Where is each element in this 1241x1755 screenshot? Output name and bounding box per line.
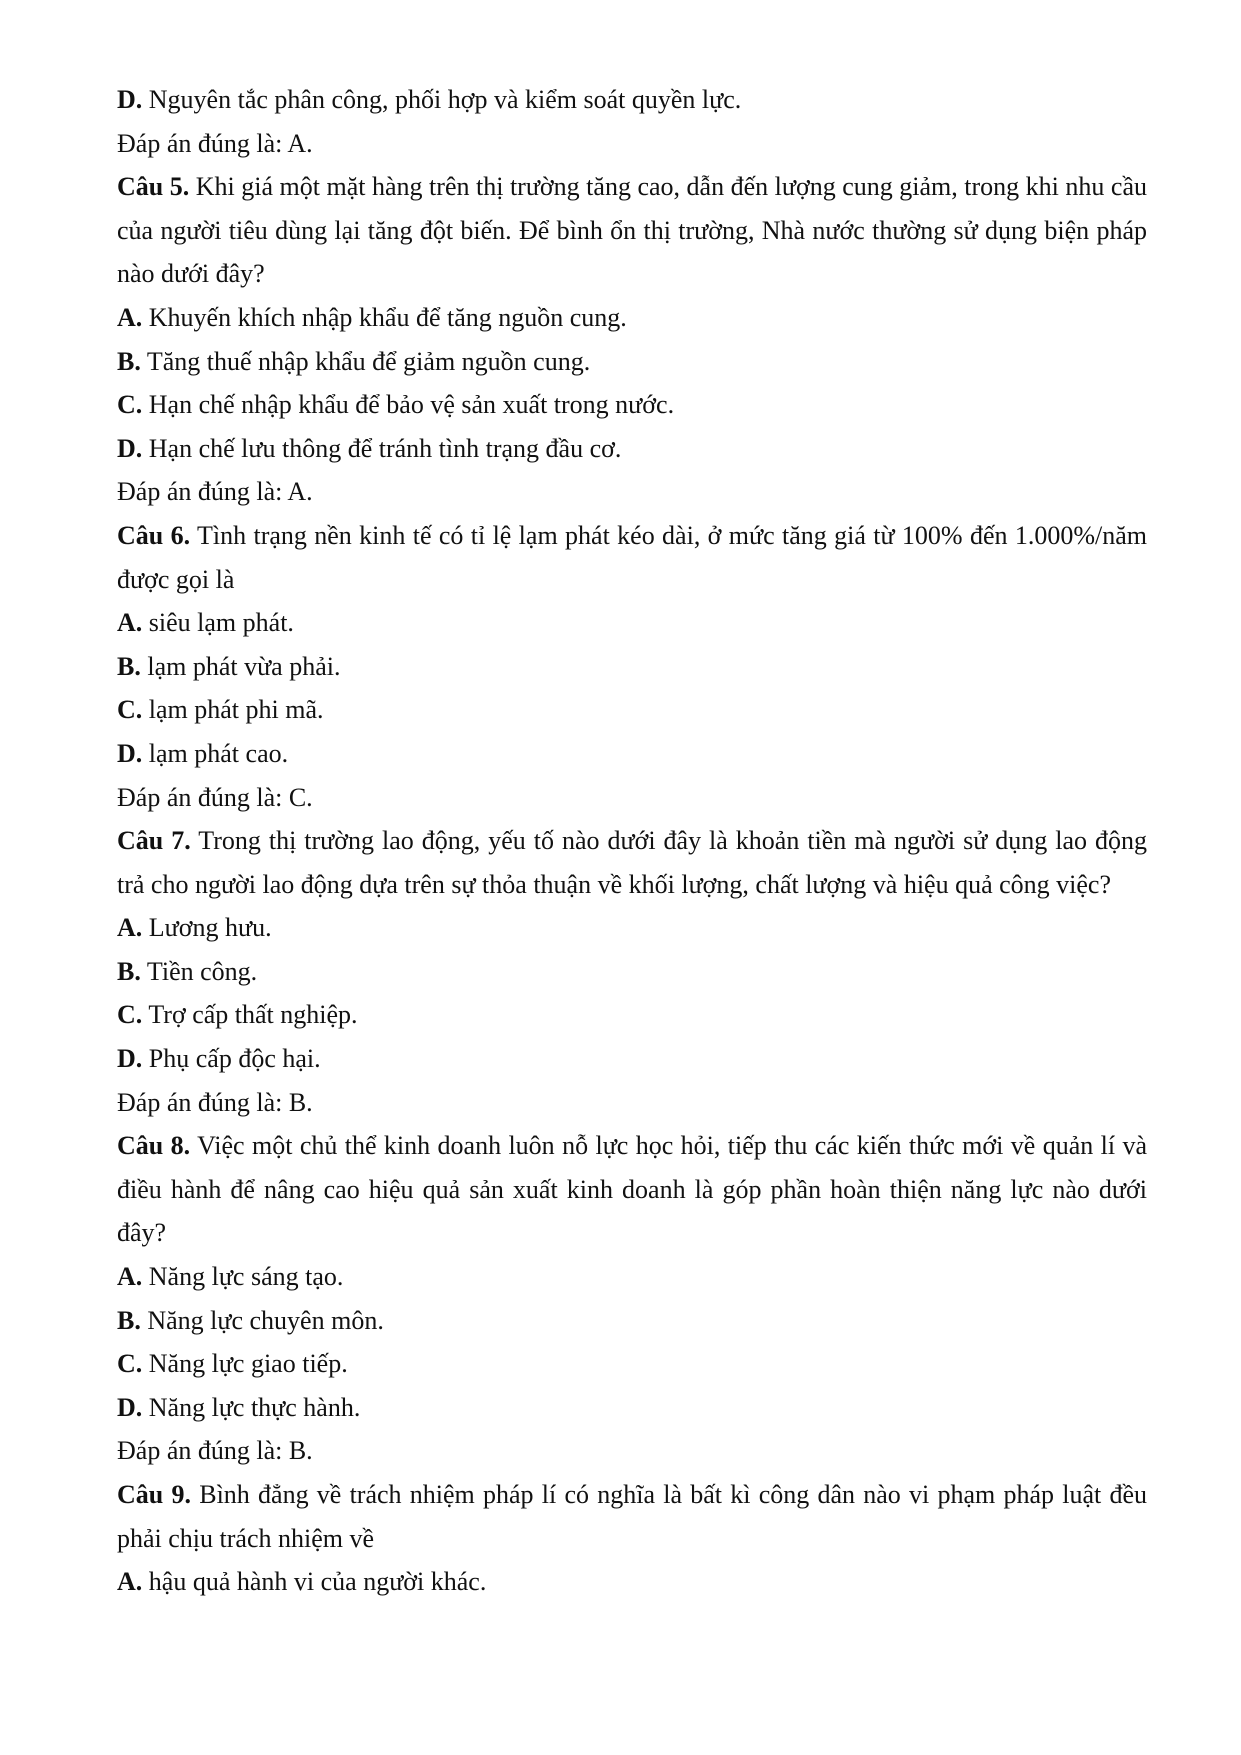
question-stem: [117, 1124, 1147, 1255]
option-letter: A.: [117, 608, 143, 638]
option-letter: C.: [117, 1349, 143, 1379]
option-letter: A.: [117, 302, 143, 332]
answer-line: Đáp án đúng là: A.: [117, 128, 313, 158]
option-d: [117, 78, 1147, 122]
question-7: [117, 819, 1147, 1124]
option-letter: A.: [117, 1262, 143, 1292]
option-d: [117, 1037, 1147, 1081]
option-letter: B.: [117, 651, 141, 681]
option-letter: A.: [117, 1567, 143, 1597]
question-8: [117, 1124, 1147, 1473]
answer-line: Đáp án đúng là: A.: [117, 477, 313, 507]
question-text: Việc một chủ thể kinh doanh luôn nỗ lực học hỏi, tiếp thu các kiến thức mới về quản lí và điều hành để nâng cao hiệu quả sản xuất kinh doanh là góp phần hoàn thiện năng lực nào dưới đây?: [117, 1131, 1148, 1248]
answer-line: Đáp án đúng là: B.: [117, 1436, 313, 1466]
option-text: lạm phát cao.: [148, 738, 289, 768]
option-text: hậu quả hành vi của người khác.: [148, 1567, 487, 1597]
option-text: Tăng thuế nhập khẩu để giảm nguồn cung.: [146, 346, 591, 376]
answer-line: Đáp án đúng là: C.: [117, 782, 313, 812]
option-text: Năng lực sáng tạo.: [148, 1262, 344, 1292]
option-b: [117, 1299, 1147, 1343]
question-stem: [117, 1473, 1147, 1560]
question-label: Câu 8.: [117, 1131, 191, 1161]
option-letter: D.: [117, 738, 143, 768]
option-text: lạm phát vừa phải.: [147, 651, 341, 681]
option-text: siêu lạm phát.: [148, 608, 294, 638]
option-d: [117, 1386, 1147, 1430]
option-text: lạm phát phi mã.: [148, 695, 324, 725]
question-stem: [117, 514, 1147, 601]
option-text: Lương hưu.: [148, 913, 272, 943]
question-label: Câu 7.: [117, 826, 191, 856]
option-text: Phụ cấp độc hại.: [148, 1044, 321, 1074]
option-letter: A.: [117, 913, 143, 943]
question-text: Tình trạng nền kinh tế có tỉ lệ lạm phát kéo dài, ở mức tăng giá từ 100% đến 1.000%/năm được gọi là: [117, 520, 1147, 594]
option-d: [117, 427, 1147, 471]
option-a: [117, 296, 1147, 340]
option-text: Tiền công.: [146, 956, 258, 986]
option-a: [117, 601, 1147, 645]
option-letter: D.: [117, 433, 143, 463]
question-text: Bình đẳng về trách nhiệm pháp lí có nghĩa là bất kì công dân nào vi phạm pháp luật đều phải chịu trách nhiệm về: [117, 1480, 1148, 1553]
option-text: Năng lực thực hành.: [148, 1392, 361, 1422]
option-letter: C.: [117, 390, 143, 420]
document-page: [117, 78, 1147, 1604]
option-text: Năng lực giao tiếp.: [148, 1349, 348, 1379]
answer-line: Đáp án đúng là: B.: [117, 1087, 313, 1117]
option-a: [117, 906, 1147, 950]
question-label: Câu 6.: [117, 520, 191, 550]
option-letter: C.: [117, 695, 143, 725]
option-b: [117, 340, 1147, 384]
option-b: [117, 950, 1147, 994]
option-letter: D.: [117, 1392, 143, 1422]
option-c: [117, 1342, 1147, 1386]
question-stem: [117, 819, 1147, 906]
option-letter: B.: [117, 1305, 141, 1335]
option-a: [117, 1255, 1147, 1299]
option-text: Nguyên tắc phân công, phối hợp và kiểm soát quyền lực.: [148, 85, 742, 114]
option-text: Trợ cấp thất nghiệp.: [148, 1000, 358, 1030]
option-c: [117, 383, 1147, 427]
question-5: [117, 165, 1147, 514]
option-letter: B.: [117, 956, 141, 986]
option-letter: B.: [117, 346, 141, 376]
question-label: Câu 9.: [117, 1480, 191, 1509]
option-d: [117, 732, 1147, 776]
question-stem: [117, 165, 1147, 296]
question-text: Khi giá một mặt hàng trên thị trường tăng cao, dẫn đến lượng cung giảm, trong khi nhu cầu của người tiêu dùng lại tăng đột biến. Để bình ổn thị trường, Nhà nước thường sử dụng biện pháp nào dưới đây?: [117, 172, 1147, 289]
option-letter: D.: [117, 1044, 143, 1074]
question-label: Câu 5.: [117, 172, 190, 202]
question-text: Trong thị trường lao động, yếu tố nào dưới đây là khoản tiền mà người sử dụng lao động trả cho người lao động dựa trên sự thỏa thuận về khối lượng, chất lượng và hiệu quả công việc?: [117, 826, 1148, 899]
option-letter: D.: [117, 85, 143, 114]
question-9: [117, 1473, 1147, 1604]
option-c: [117, 993, 1147, 1037]
option-text: Khuyến khích nhập khẩu để tăng nguồn cung.: [148, 302, 627, 332]
option-text: Hạn chế lưu thông để tránh tình trạng đầu cơ.: [148, 433, 622, 463]
option-text: Năng lực chuyên môn.: [147, 1305, 384, 1335]
question-6: [117, 514, 1147, 819]
option-a: [117, 1560, 1147, 1604]
option-letter: C.: [117, 1000, 143, 1030]
option-c: [117, 688, 1147, 732]
option-text: Hạn chế nhập khẩu để bảo vệ sản xuất trong nước.: [148, 390, 675, 420]
option-b: [117, 645, 1147, 689]
